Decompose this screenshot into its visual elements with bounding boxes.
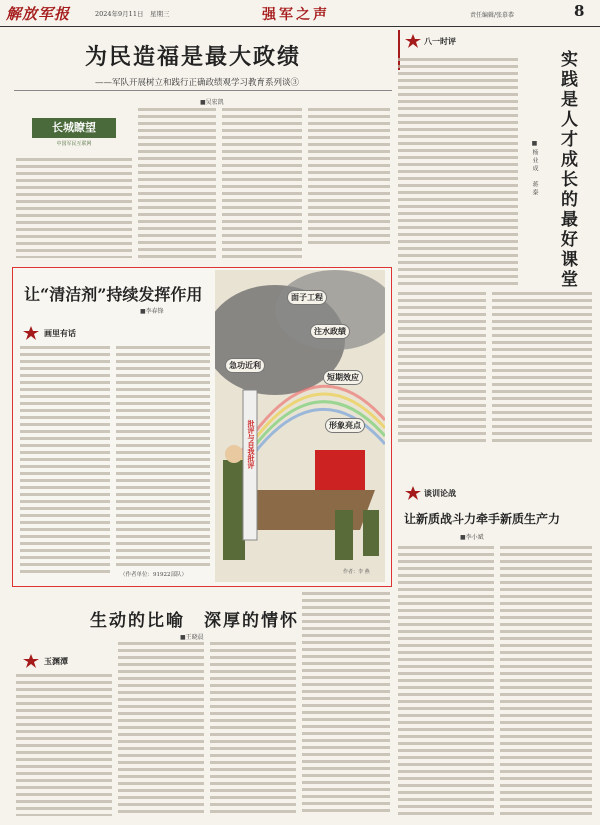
- top-subhead: ——军队开展树立和践行正确政绩观学习教育系列谈③: [95, 78, 300, 88]
- feature-source: （作者单位：91922部队）: [120, 572, 187, 578]
- right-text-col-1: [398, 58, 518, 286]
- bottom-headline: 生动的比喻 深厚的情怀: [90, 611, 299, 631]
- bubble-image-highlight: 形象亮点: [325, 418, 365, 433]
- feature-byline: ■李春锋: [140, 308, 164, 315]
- star-icon: [22, 326, 40, 340]
- top-text-col-1: [16, 158, 132, 258]
- editor-credit: 责任编辑/张慕恭: [470, 12, 515, 19]
- right-text-col-2: [398, 292, 486, 442]
- right-byline: ■杨业成 蒋秦: [531, 140, 538, 197]
- top-headline: 为民造福是最大政绩: [85, 44, 302, 70]
- right-vertical-headline: 实践是人才成长的最好课堂: [557, 50, 577, 290]
- star-icon: [404, 486, 422, 500]
- illustration-credit: 作者：李 燕: [343, 569, 370, 575]
- feature-tag: 画里有话: [44, 328, 76, 338]
- bubble-padded-performance: 注水政绩: [310, 324, 350, 339]
- bottom-text-col-1: [16, 674, 112, 816]
- right-lower-headline: 让新质战斗力牵手新质生产力: [404, 512, 561, 526]
- feature-illustration: [215, 270, 385, 582]
- column-label-sub: 中国军民互联网: [56, 141, 92, 147]
- right-tag: 八一时评: [424, 36, 456, 46]
- feature-text-col-2: [116, 346, 210, 566]
- page-number: 8: [574, 2, 585, 20]
- bottom-byline: ■王晓晨: [180, 634, 204, 641]
- top-text-col-4: [308, 108, 390, 248]
- bottom-text-col-3: [210, 642, 296, 816]
- bubble-short-term-effect: 短期效应: [323, 370, 363, 385]
- masthead: [0, 0, 600, 27]
- spray-bottle-label: 批评与自我批评: [247, 420, 256, 469]
- right-lower-byline: ■李小斌: [460, 534, 484, 541]
- bottom-tag: 玉渊潭: [44, 656, 68, 666]
- top-byline: ■吴宏凯: [200, 99, 224, 106]
- bottom-text-col-2: [118, 642, 204, 816]
- star-icon: [22, 654, 40, 668]
- column-label: 长城瞭望: [32, 118, 116, 138]
- top-text-col-2: [138, 108, 216, 258]
- bubble-quick-success: 急功近利: [225, 358, 265, 373]
- right-text-col-3: [492, 292, 592, 442]
- bubble-face-project: 面子工程: [287, 290, 327, 305]
- right-lower-text-col-1: [398, 546, 494, 816]
- right-lower-text-col-2: [500, 546, 592, 816]
- feature-text-col-1: [20, 346, 110, 574]
- dateline: 2024年9月11日 星期三: [95, 10, 170, 18]
- bottom-text-col-4: [302, 592, 390, 816]
- right-lower-tag: 谈训论战: [424, 488, 456, 498]
- section-title: 强军之声: [262, 7, 330, 23]
- newspaper-logo: 解放军报: [6, 5, 71, 23]
- top-text-col-3: [222, 108, 302, 258]
- divider: [14, 90, 392, 91]
- star-icon: [404, 34, 422, 48]
- feature-headline: 让“清洁剂”持续发挥作用: [24, 285, 203, 304]
